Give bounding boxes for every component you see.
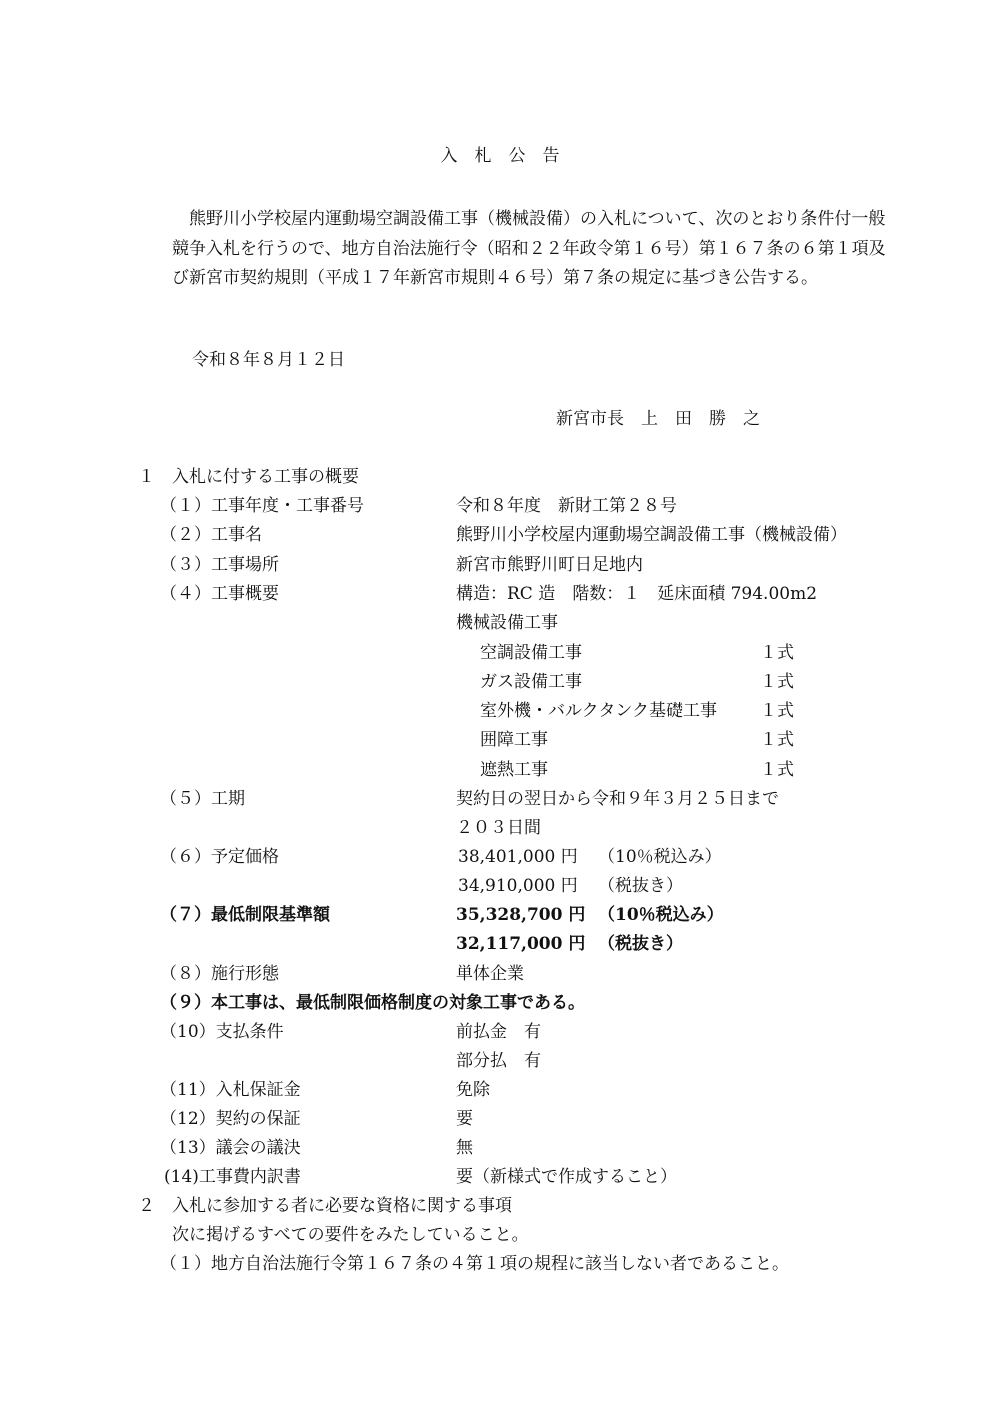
min-price-label: （７）最低制限基準額 <box>160 905 330 925</box>
breakdown-value: 要（新様式で作成すること） <box>456 1167 677 1187</box>
item-2-value: 熊野川小学校屋内運動場空調設備工事（機械設備） <box>456 525 847 545</box>
guarantee-label: （12）契約の保証 <box>160 1109 301 1129</box>
payment-label: （10）支払条件 <box>160 1022 284 1042</box>
note-9: （９）本工事は、最低制限価格制度の対象工事である。 <box>160 993 585 1013</box>
form-value: 単体企業 <box>456 964 524 984</box>
work-name: 遮熱工事 <box>480 760 548 780</box>
work-name: 室外機・バルクタンク基礎工事 <box>480 701 717 721</box>
period-days: ２０３日間 <box>456 818 541 838</box>
page-title: 入 札 公 告 <box>440 146 560 166</box>
price-label: （６）予定価格 <box>160 847 279 867</box>
section-2-item-1: （１）地方自治法施行令第１６７条の４第１項の規程に該当しない者であること。 <box>160 1254 789 1274</box>
overview-sub: 機械設備工事 <box>456 613 558 633</box>
min-excl-amount: 32,117,000 円 <box>456 934 586 954</box>
item-2-label: （２）工事名 <box>160 525 262 545</box>
item-3-value: 新宮市熊野川町日足地内 <box>456 555 643 575</box>
form-label: （８）施行形態 <box>160 964 279 984</box>
payment-value-2: 部分払 有 <box>456 1051 541 1071</box>
price-incl-amount: 38,401,000 円 <box>458 847 578 867</box>
signer: 新宮市長 上 田 勝 之 <box>556 409 760 429</box>
section-2-heading: ２ 入札に参加する者に必要な資格に関する事項 <box>138 1196 512 1216</box>
intro-paragraph: 熊野川小学校屋内運動場空調設備工事（機械設備）の入札について、次のとおり条件付一般競争入札を行うので、地方自治法施行令（昭和２２年政令第１６号）第１６７条の６第１項及び新宮市契約規則（平成１７年新宮市規則４６号）第７条の規定に基づき公告する。 <box>172 209 886 289</box>
item-1-value: 令和８年度 新財工第２８号 <box>456 496 677 516</box>
work-name: ガス設備工事 <box>480 672 582 692</box>
breakdown-label: (14)工事費内訳書 <box>164 1167 301 1187</box>
work-qty: １式 <box>760 701 794 721</box>
guarantee-value: 要 <box>456 1109 473 1129</box>
item-3-label: （３）工事場所 <box>160 555 279 575</box>
notice-date: 令和８年８月１２日 <box>192 350 345 370</box>
work-qty: １式 <box>760 760 794 780</box>
min-incl-amount: 35,328,700 円 <box>456 905 586 925</box>
price-incl-note: （10％税込み） <box>598 847 722 867</box>
min-excl-note: （税抜き） <box>598 934 683 954</box>
work-qty: １式 <box>760 643 794 663</box>
payment-value-1: 前払金 有 <box>456 1022 541 1042</box>
price-excl-note: （税抜き） <box>598 876 683 896</box>
section-2-lead: 次に掲げるすべての要件をみたしていること。 <box>172 1225 529 1245</box>
period-value: 契約日の翌日から令和９年３月２５日まで <box>456 789 779 809</box>
section-1-heading: １ 入札に付する工事の概要 <box>138 467 359 487</box>
deposit-label: （11）入札保証金 <box>160 1080 301 1100</box>
deposit-value: 免除 <box>456 1080 490 1100</box>
work-qty: １式 <box>760 730 794 750</box>
work-name: 囲障工事 <box>480 730 548 750</box>
item-4-label: （４）工事概要 <box>160 584 279 604</box>
work-name: 空調設備工事 <box>480 643 582 663</box>
period-label: （５）工期 <box>160 789 245 809</box>
council-value: 無 <box>456 1138 473 1158</box>
work-qty: １式 <box>760 672 794 692</box>
price-excl-amount: 34,910,000 円 <box>458 876 578 896</box>
item-1-label: （１）工事年度・工事番号 <box>160 496 364 516</box>
item-4-value: 構造：RC 造 階数：１ 延床面積 794.00m2 <box>456 584 818 604</box>
council-label: （13）議会の議決 <box>160 1138 301 1158</box>
min-incl-note: （10％税込み） <box>598 905 724 925</box>
